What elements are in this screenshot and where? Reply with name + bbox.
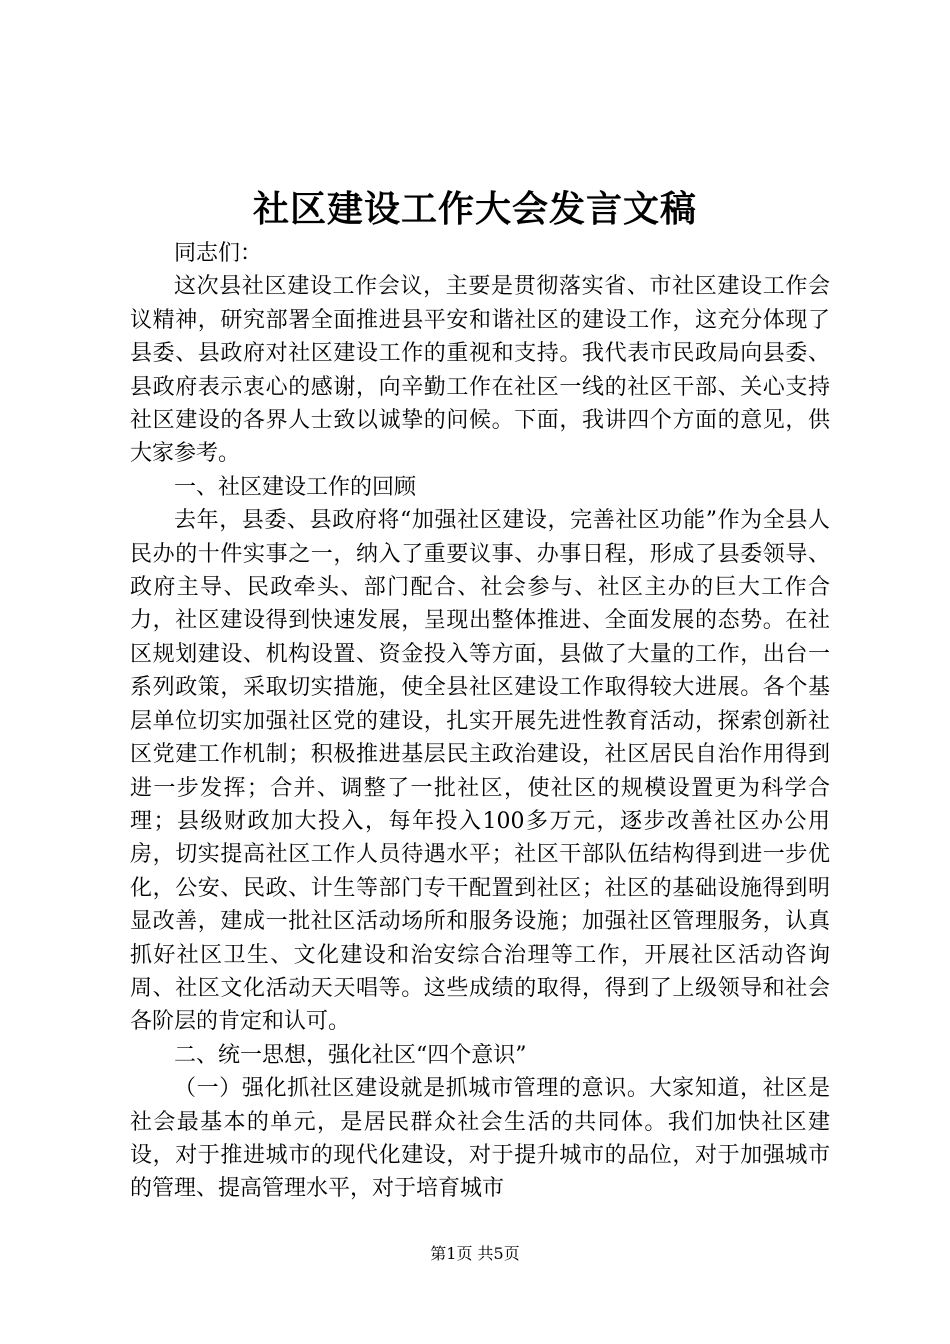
body-paragraph: 去年，县委、县政府将“加强社区建设，完善社区功能”作为全县人民办的十件实事之一，纳入了重要议事、办事日程，形成了县委领导、政府主导、民政牵头、部门配合、社会参与、社区主办的巨大工作合力，社区建设得到快速发展，呈现出整体推进、全面发展的态势。在社区规划建设、机构设置、资金投入等方面，县做了大量的工作，出台一系列政策，采取切实措施，使全县社区建设工作取得较大进展。各个基层单位切实加强社区党的建设，扎实开展先进性教育活动，探索创新社区党建工作机制；积极推进基层民主政治建设，社区居民自治作用得到进一步发挥；合并、调整了一批社区，使社区的规模设置更为科学合理；县级财政加大投入，每年投入100多万元，逐步改善社区办公用房，切实提高社区工作人员待遇水平；社区干部队伍结构得到进一步优化，公安、民政、计生等部门专干配置到社区；社区的基础设施得到明显改善，建成一批社区活动场所和服务设施；加强社区管理服务，认真抓好社区卫生、文化建设和治安综合治理等工作，开展社区活动咨询周、社区文化活动天天唱等。这些成绩的取得，得到了上级领导和社会各阶层的肯定和认可。: [130, 508, 830, 1035]
body-paragraph: 这次县社区建设工作会议，主要是贯彻落实省、市社区建设工作会议精神，研究部署全面推进县平安和谐社区的建设工作，这充分体现了县委、县政府对社区建设工作的重视和支持。我代表市民政局向县委、县政府表示衷心的感谢，向辛勤工作在社区一线的社区干部、关心支持社区建设的各界人士致以诚挚的问候。下面，我讲四个方面的意见，供大家参考。: [130, 274, 830, 467]
section-heading: 二、统一思想，强化社区“四个意识”: [174, 1042, 527, 1068]
page-number-footer: 第1页 共5页: [430, 1244, 520, 1263]
salutation: 同志们：: [174, 241, 263, 266]
document-body: [130, 237, 830, 1206]
body-paragraph: （一）强化抓社区建设就是抓城市管理的意识。大家知道，社区是社会最基本的单元，是居民群众社会生活的共同体。我们加快社区建设，对于推进城市的现代化建设，对于提升城市的品位，对于加强城市的管理、提高管理水平，对于培育城市: [130, 1076, 830, 1202]
section-heading: 一、社区建设工作的回顾: [174, 474, 417, 500]
document-title: 社区建设工作大会发言文稿: [252, 188, 697, 230]
